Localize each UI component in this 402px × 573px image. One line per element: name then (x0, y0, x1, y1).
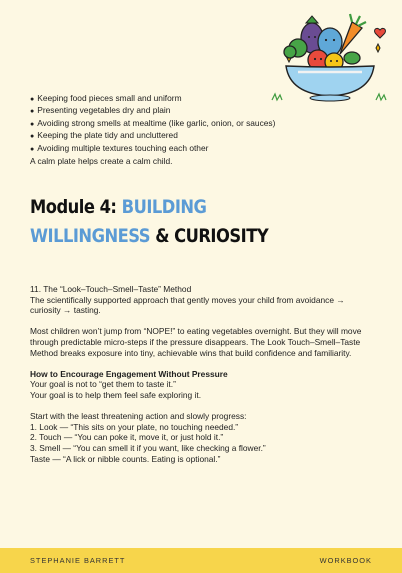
page-footer (0, 548, 402, 573)
module-title (30, 193, 322, 251)
goal-line-1: Your goal is not to “get them to taste it.” (30, 379, 176, 390)
module-title-prefix: Module 4: (30, 196, 122, 218)
list-item: ● Presenting vegetables dry and plain (30, 105, 290, 117)
step-item: 2. Touch — “You can poke it, move it, or just hold it.” (30, 432, 224, 443)
step-item: 3. Smell — “You can smell it if you want, like checking a flower.” (30, 442, 266, 453)
footer-author: STEPHANIE BARRETT (30, 556, 126, 565)
list-item: ● Avoiding strong smells at mealtime (like garlic, onion, or sauces) (30, 118, 290, 130)
footer-label: WORKBOOK (319, 556, 372, 565)
list-item: ● Keeping food pieces small and uniform (30, 93, 290, 105)
step-item: Taste — “A lick or nibble counts. Eating is optional.” (30, 453, 221, 464)
goal-line-2: Your goal is to help them feel safe exploring it. (30, 389, 202, 400)
section-heading: 11. The “Look–Touch–Smell–Taste” Method (30, 284, 192, 294)
list-item: ● Keeping the plate tidy and uncluttered (30, 130, 290, 142)
steps-intro: Start with the least threatening action and slowly progress: (30, 411, 247, 422)
calm-plate-line: A calm plate helps create a calm child. (30, 156, 173, 166)
module-title-suffix: & CURIOSITY (150, 225, 269, 247)
vegetable-bowl-illustration (268, 8, 394, 104)
section-body (30, 284, 375, 475)
list-item: ● Avoiding multiple textures touching each other (30, 143, 290, 155)
step-item: 1. Look — “This sits on your plate, no touching needed.” (30, 421, 239, 432)
section-subheading: How to Encourage Engagement Without Pressure (30, 368, 228, 379)
module-title-accent: BUILDING WILLINGNESS (30, 196, 207, 247)
section-intro: The scientifically supported approach that gently moves your child from avoidance → curiosity → tasting. (30, 294, 345, 316)
section-paragraph: Most children won’t jump from “NOPE!” to eating vegetables overnight. But they will move through predictable micro-steps if the pressure disappears. The Look Touch–Smell–Taste Method breaks exposure into tiny, achievable wins that build confidence and familiarity. (30, 326, 362, 358)
tips-list (30, 93, 290, 155)
